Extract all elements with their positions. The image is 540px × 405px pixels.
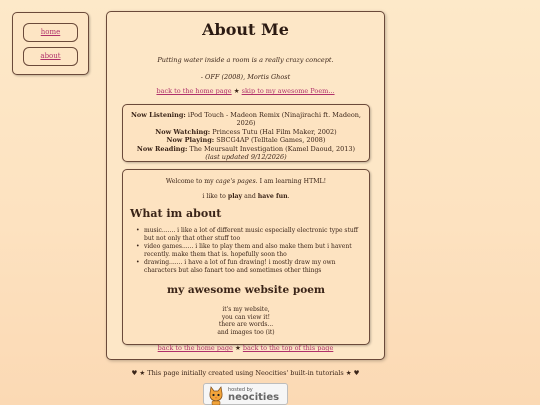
star-separator: ★ [232, 344, 243, 352]
welcome-text: Welcome to my cage's pages. I am learning HTML! [165, 178, 327, 185]
about-heading: What im about [130, 207, 222, 220]
content-box [122, 169, 370, 345]
list-item: • drawing....... i have a lot of fun drawing! i mostly draw my own characters but also fanart too and sometimes other things [134, 259, 362, 275]
poem [123, 306, 369, 336]
list-item: • video games...... i like to play them and also make them but i havent recently. make them that is. hopefully soon tho [134, 243, 362, 259]
skip-to-poem-link[interactable]: skip to my awesome Poem... [241, 87, 335, 95]
footer-credit: ♥ ★ This page initially created using Neocities' built-in tutorials ★ ♥ [131, 369, 360, 377]
bottom-links [107, 344, 384, 352]
now-listening: Now Listening: iPod Touch - Madeon Remix (Ninajirachi ft. Madeon, 2026) [130, 111, 361, 128]
neocities-cat-icon [208, 386, 224, 405]
top-links [107, 87, 384, 95]
poem-line: you can view it! [221, 313, 271, 321]
now-playing: Now Playing: SBCG4AP (Telltale Games, 2008) [166, 136, 326, 145]
main-panel [106, 11, 385, 360]
quote-attribution: - OFF (2008), Mortis Ghost [200, 73, 291, 81]
badge-neocities: neocities [228, 392, 280, 403]
poem-heading: my awesome website poem [166, 284, 326, 296]
poem-line: it's my website, [222, 306, 270, 313]
nav-home-link[interactable]: home [23, 23, 78, 42]
quote: Putting water inside a room is a really crazy concept. [157, 56, 334, 64]
about-list [134, 227, 362, 275]
now-watching: Now Watching: Princess Tutu (Hal Film Maker, 2002) [155, 127, 337, 136]
bottom-home-link[interactable]: back to the home page [157, 344, 233, 352]
poem-line: there are words... [218, 321, 274, 329]
sidebar-nav [12, 12, 89, 75]
nav-about-link[interactable]: about [23, 47, 78, 66]
back-to-top-link[interactable]: back to the top of this page [242, 344, 334, 352]
now-status-box [122, 104, 370, 162]
poem-line: and images too (it) [217, 328, 275, 336]
now-reading: Now Reading: The Meursault Investigation (Kamel Daoud, 2013) [136, 144, 356, 153]
list-item: • music....... i like a lot of different music especially electronic type stuff but not only that other stuff too [134, 227, 362, 243]
last-updated: (last updated 9/12/2026) [205, 153, 287, 162]
star-separator: ★ [231, 87, 242, 95]
back-home-link[interactable]: back to the home page [156, 87, 232, 95]
likes-text: i like to play and have fun. [202, 193, 290, 200]
badge-hosted-by: hosted by [228, 387, 253, 393]
page-title: About Me [202, 20, 289, 39]
neocities-badge[interactable] [203, 383, 288, 405]
